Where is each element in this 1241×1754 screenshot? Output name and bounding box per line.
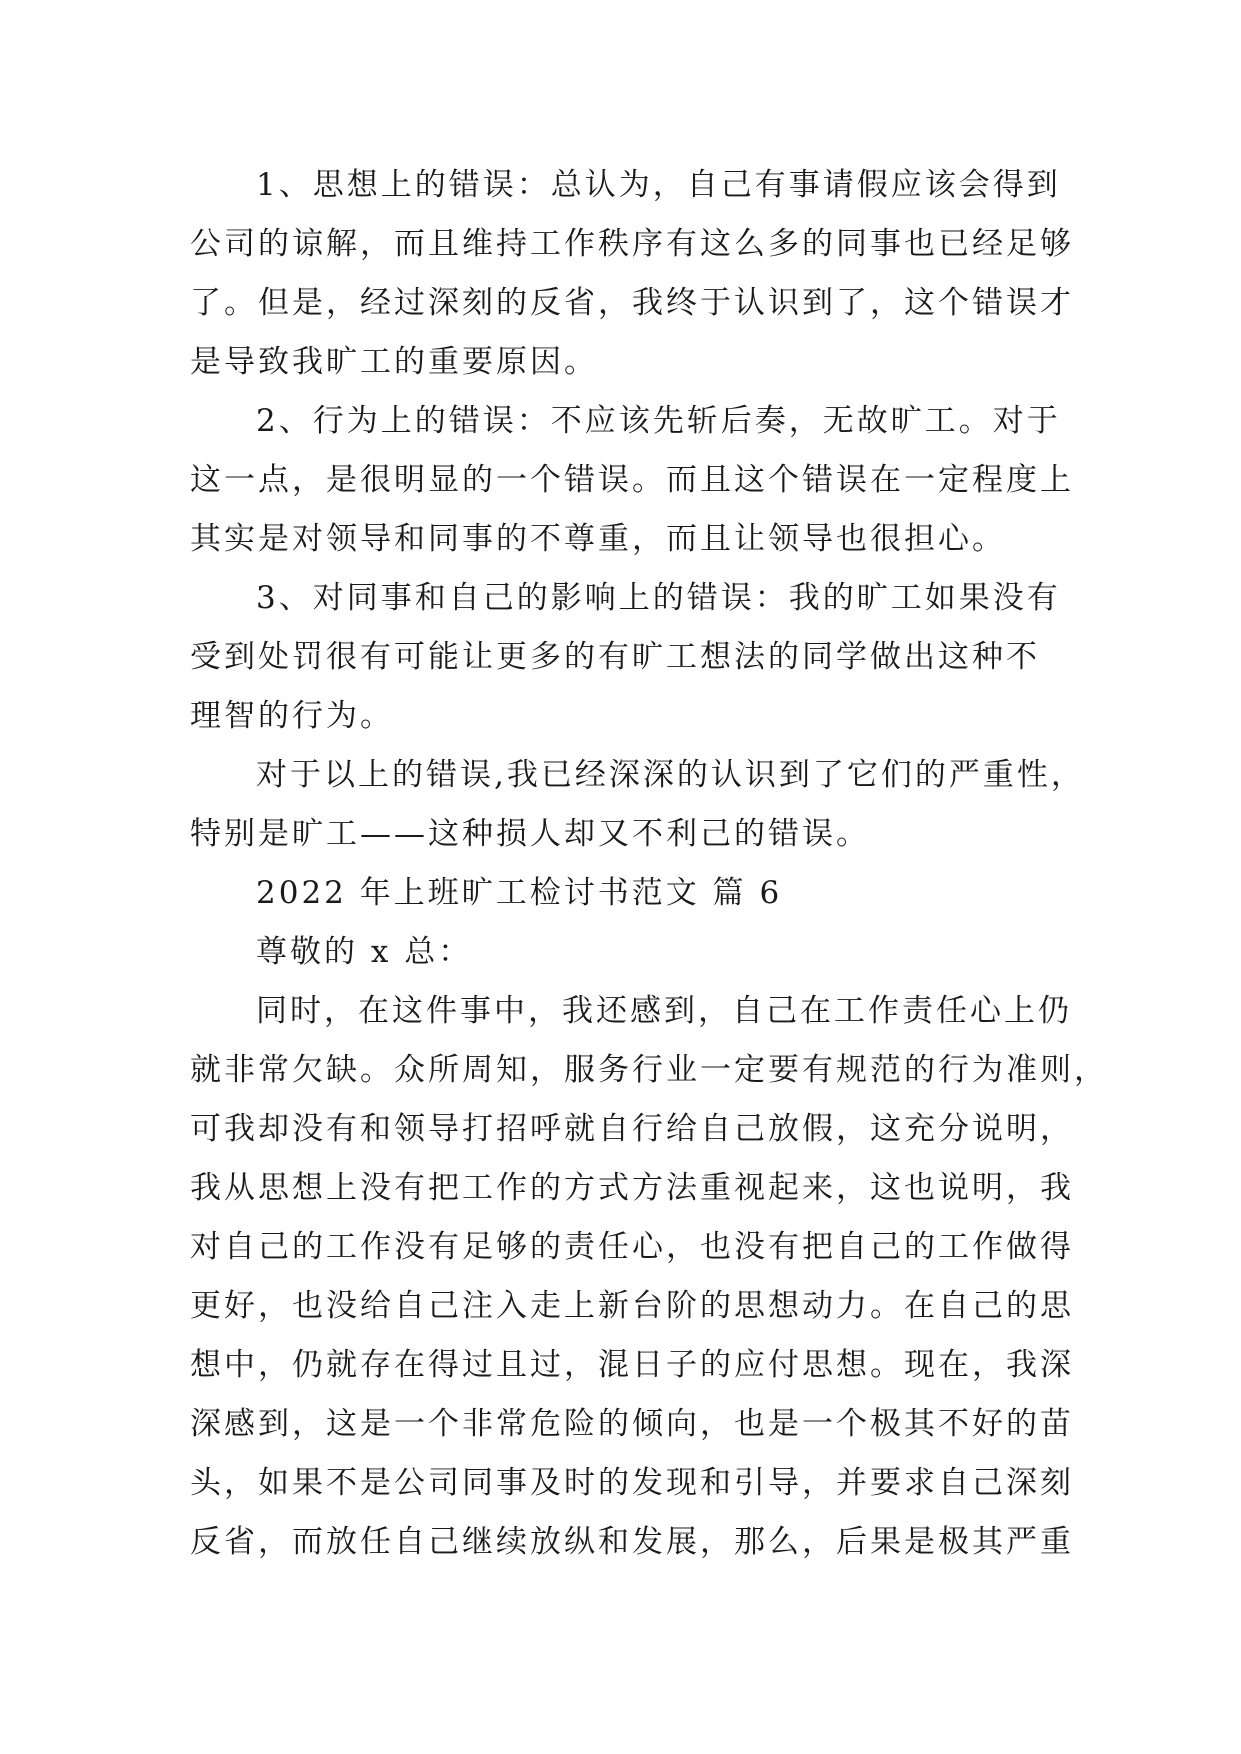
paragraph-5-line-9: 头，如果不是公司同事及时的发现和引导，并要求自己深刻 <box>190 1465 1074 1501</box>
paragraph-5-line-5: 对自己的工作没有足够的责任心，也没有把自己的工作做得 <box>190 1229 1074 1265</box>
paragraph-5-line-4: 我从思想上没有把工作的方式方法重视起来，这也说明，我 <box>190 1170 1074 1206</box>
salutation: 尊敬的 x 总： <box>256 934 473 970</box>
paragraph-5-line-10: 反省，而放任自己继续放纵和发展，那么，后果是极其严重 <box>190 1524 1074 1560</box>
paragraph-2-line-1: 2、行为上的错误：不应该先斩后奏，无故旷工。对于 <box>256 403 1061 439</box>
paragraph-1-line-2: 公司的谅解，而且维持工作秩序有这么多的同事也已经足够 <box>190 226 1074 262</box>
paragraph-5-line-7: 想中，仍就存在得过且过，混日子的应付思想。现在，我深 <box>190 1347 1074 1383</box>
paragraph-1-line-3: 了。但是，经过深刻的反省，我终于认识到了，这个错误才 <box>190 285 1074 321</box>
paragraph-2-line-3: 其实是对领导和同事的不尊重，而且让领导也很担心。 <box>190 521 1006 557</box>
paragraph-5-line-3: 可我却没有和领导打招呼就自行给自己放假，这充分说明， <box>190 1111 1074 1147</box>
paragraph-2-line-2: 这一点，是很明显的一个错误。而且这个错误在一定程度上 <box>190 462 1074 498</box>
paragraph-1-line-1: 1、思想上的错误：总认为，自己有事请假应该会得到 <box>256 167 1061 203</box>
paragraph-3-line-3: 理智的行为。 <box>190 698 394 734</box>
paragraph-5-line-1: 同时，在这件事中，我还感到，自己在工作责任心上仍 <box>256 993 1072 1029</box>
paragraph-5-line-2: 就非常欠缺。众所周知，服务行业一定要有规范的行为准则， <box>190 1052 1108 1088</box>
paragraph-5-line-6: 更好，也没给自己注入走上新台阶的思想动力。在自己的思 <box>190 1288 1074 1324</box>
paragraph-3-line-2: 受到处罚很有可能让更多的有旷工想法的同学做出这种不 <box>190 639 1040 675</box>
section-heading: 2022 年上班旷工检讨书范文 篇 6 <box>256 875 783 911</box>
paragraph-3-line-1: 3、对同事和自己的影响上的错误：我的旷工如果没有 <box>256 580 1061 616</box>
paragraph-4-line-2: 特别是旷工——这种损人却又不利己的错误。 <box>190 816 870 852</box>
paragraph-4-line-1: 对于以上的错误,我已经深深的认识到了它们的严重性， <box>256 757 1085 793</box>
paragraph-1-line-4: 是导致我旷工的重要原因。 <box>190 344 598 380</box>
paragraph-5-line-8: 深感到，这是一个非常危险的倾向，也是一个极其不好的苗 <box>190 1406 1074 1442</box>
